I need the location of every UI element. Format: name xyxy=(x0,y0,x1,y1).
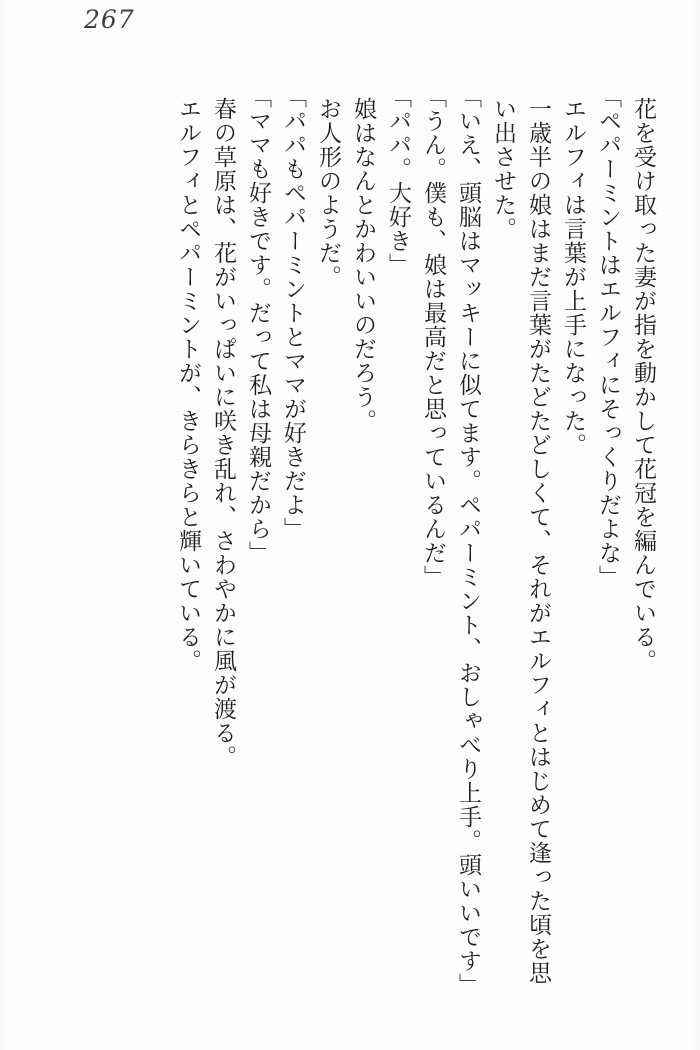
text-line: い出させた。 xyxy=(490,97,516,241)
text-line: 娘はなんとかわいいのだろう。 xyxy=(350,97,376,433)
text-line: エルフィとペパーミントが、きらきらと輝いている。 xyxy=(175,97,201,673)
page-number: 267 xyxy=(84,5,135,34)
text-line: お人形のようだ。 xyxy=(315,97,341,289)
text-line: 「うん。僕も、娘は最高だと思っているんだ」 xyxy=(420,85,446,589)
text-line: 「パパ。大好き」 xyxy=(385,85,411,277)
text-line: 「ママも好きです。だって私は母親だから」 xyxy=(245,85,271,565)
text-block xyxy=(168,85,660,997)
text-line: 春の草原は、花がいっぱいに咲き乱れ、さわやかに風が渡る。 xyxy=(210,97,236,769)
text-line: 花を受け取った妻が指を動かして花冠を編んでいる。 xyxy=(630,97,656,673)
text-line: 「いえ、頭脳はマッキーに似てます。ペパーミント、おしゃべり上手。頭いいです」 xyxy=(455,85,481,997)
text-line: 一歳半の娘はまだ言葉がたどたどしくて、それがエルフィとはじめて逢った頃を思 xyxy=(525,97,551,985)
text-line: 「パパもペパーミントとママが好きだよ」 xyxy=(280,85,306,541)
text-line: エルフィは言葉が上手になった。 xyxy=(560,97,586,457)
text-line: 「ペパーミントはエルフィにそっくりだよな」 xyxy=(595,85,621,589)
